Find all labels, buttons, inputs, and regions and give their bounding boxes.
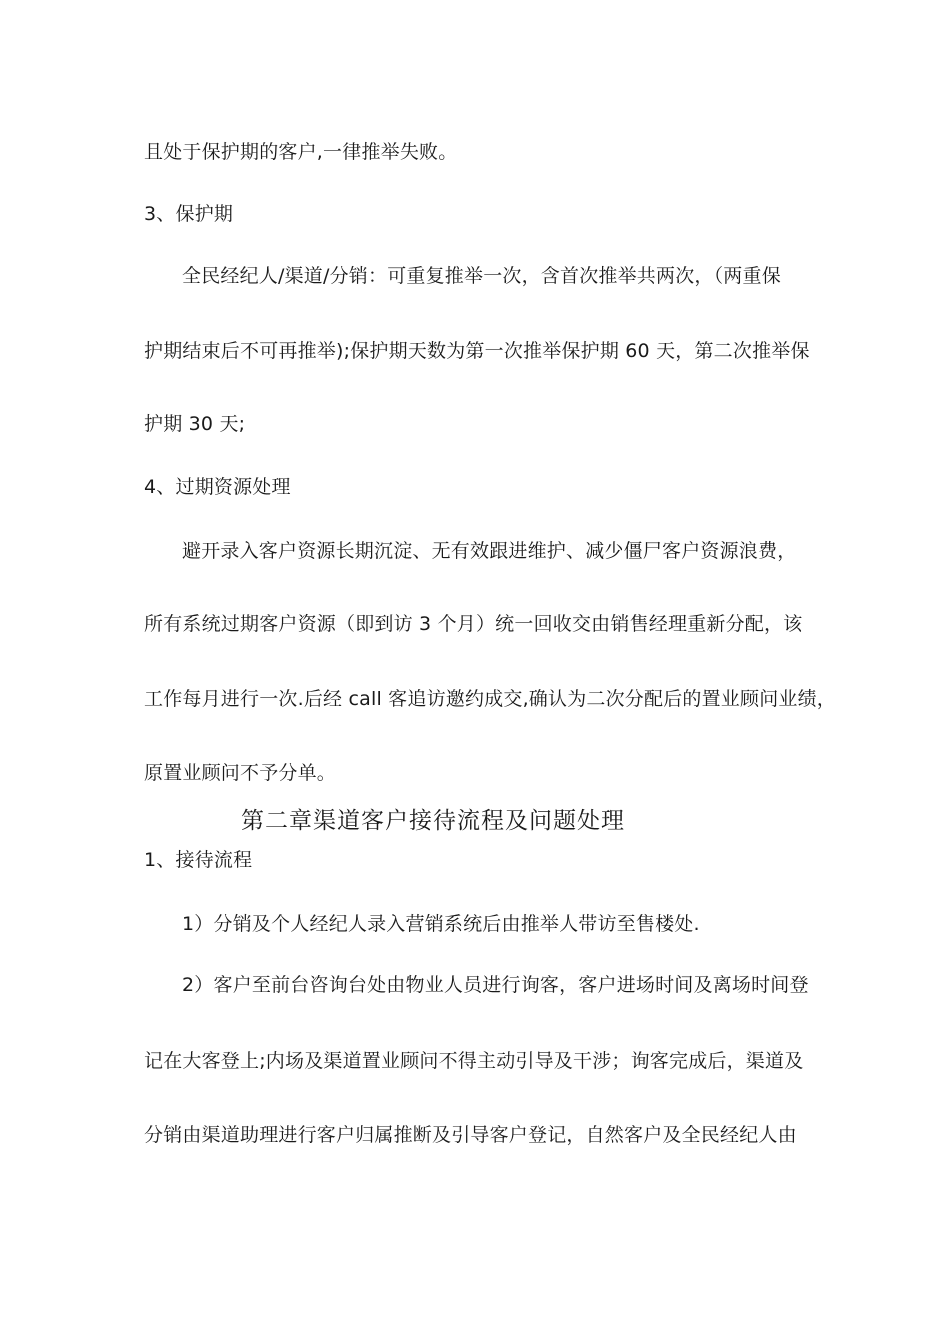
paragraph-line: 分销由渠道助理进行客户归属推断及引导客户登记，自然客户及全民经纪人由	[144, 1124, 797, 1146]
paragraph-line: 护期 30 天;	[144, 413, 246, 435]
list-item: 1）分销及个人经纪人录入营销系统后由推举人带访至售楼处.	[182, 913, 700, 935]
paragraph-line: 记在大客登上;内场及渠道置业顾问不得主动引导及干涉；询客完成后，渠道及	[144, 1050, 804, 1072]
paragraph-line: 所有系统过期客户资源（即到访 3 个月）统一回收交由销售经理重新分配，该	[144, 613, 803, 635]
paragraph-line: 原置业顾问不予分单。	[144, 762, 337, 784]
paragraph-line: 全民经纪人/渠道/分销：可重复推举一次，含首次推举共两次，（两重保	[182, 265, 781, 287]
paragraph-line: 工作每月进行一次.后经 call 客追访邀约成交,确认为二次分配后的置业顾问业绩，	[144, 688, 837, 710]
section-heading-protection-period: 3、保护期	[144, 203, 234, 225]
paragraph-line: 且处于保护期的客户,一律推举失败。	[144, 141, 458, 163]
list-item: 2）客户至前台咨询台处由物业人员进行询客，客户进场时间及离场时间登	[182, 974, 809, 996]
section-heading-expired-resources: 4、过期资源处理	[144, 476, 291, 498]
section-heading-reception-process: 1、接待流程	[144, 849, 253, 871]
paragraph-line: 避开录入客户资源长期沉淀、无有效跟进维护、减少僵尸客户资源浪费，	[182, 540, 797, 562]
chapter-title: 第二章渠道客户接待流程及问题处理	[241, 808, 625, 834]
paragraph-line: 护期结束后不可再推举);保护期天数为第一次推举保护期 60 天，第二次推举保	[144, 340, 810, 362]
